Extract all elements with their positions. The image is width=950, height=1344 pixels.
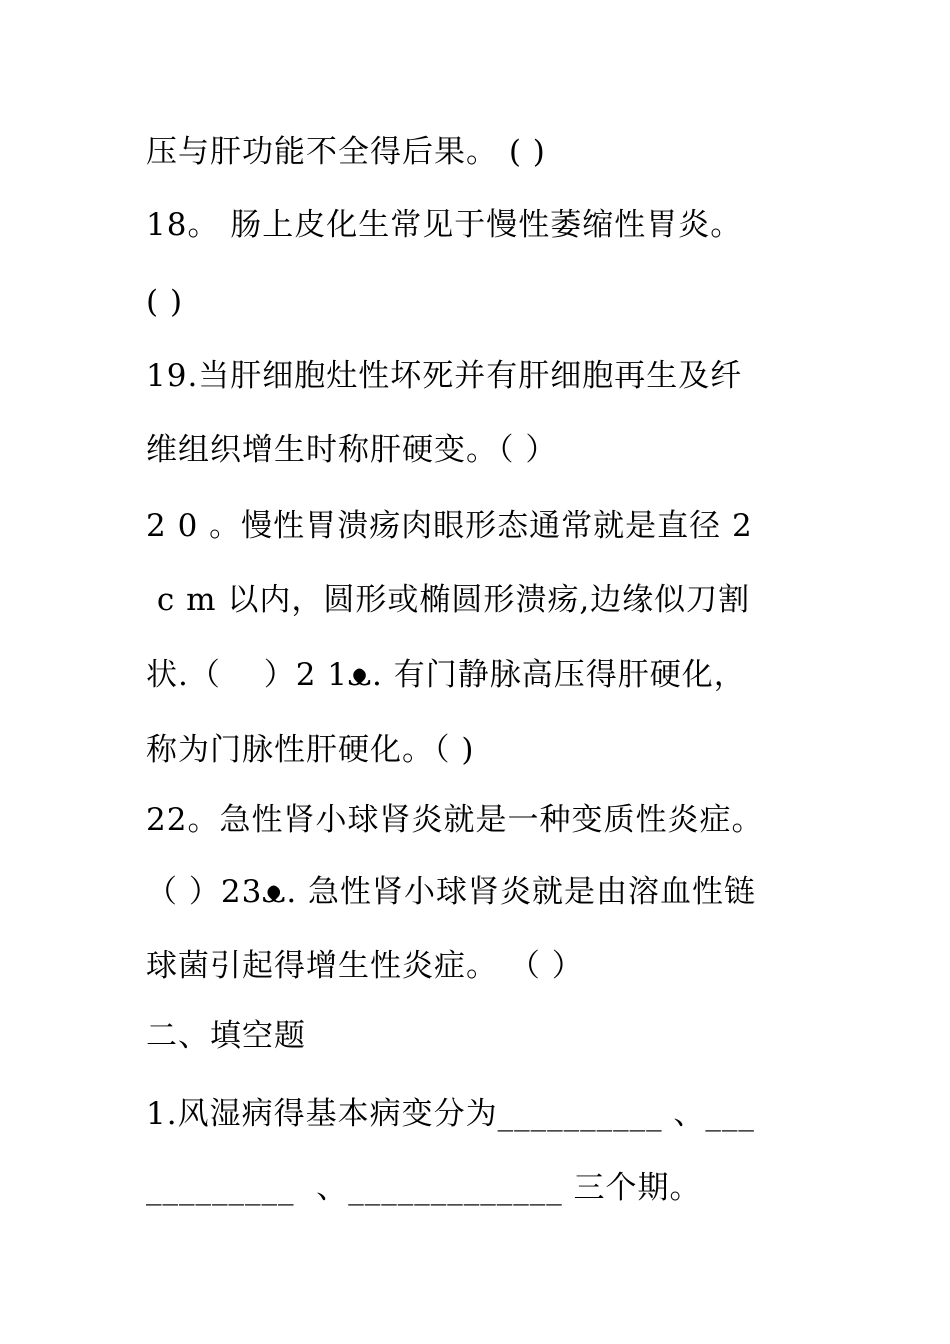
text-line-11: （ ）23ᴥ. 急性肾小球肾炎就是由溶血性链 [146, 874, 757, 910]
text-line-6: 2 0 。慢性胃溃疡肉眼形态通常就是直径 2 [146, 508, 753, 544]
text-line-7: c m 以内，圆形或椭圆形溃疡,边缘似刀割 [146, 582, 751, 618]
text-line-3: ( ) [146, 284, 184, 320]
text-line-5: 维组织增生时称肝硬变。（ ） [146, 432, 558, 468]
text-line-8: 状.（ ）2 1ᴥ. 有门静脉高压得肝硬化， [146, 657, 746, 693]
text-line-12: 球菌引起得增生性炎症。 （ ） [146, 948, 584, 984]
text-line-4: 19.当肝细胞灶性坏死并有肝细胞再生及纤 [146, 358, 743, 394]
text-line-2: 18。 肠上皮化生常见于慢性萎缩性胃炎。 [146, 207, 743, 243]
text-line-15: _________ 、_____________ 三个期。 [146, 1170, 702, 1206]
text-line-14: 1.风湿病得基本病变分为__________ 、___ [146, 1096, 755, 1132]
text-line-1: 压与肝功能不全得后果。 ( ) [146, 134, 546, 170]
section-heading: 二、填空题 [146, 1018, 306, 1054]
text-line-10: 22。急性肾小球肾炎就是一种变质性炎症。 [146, 802, 764, 838]
text-line-9: 称为门脉性肝硬化。（ ) [146, 732, 475, 768]
